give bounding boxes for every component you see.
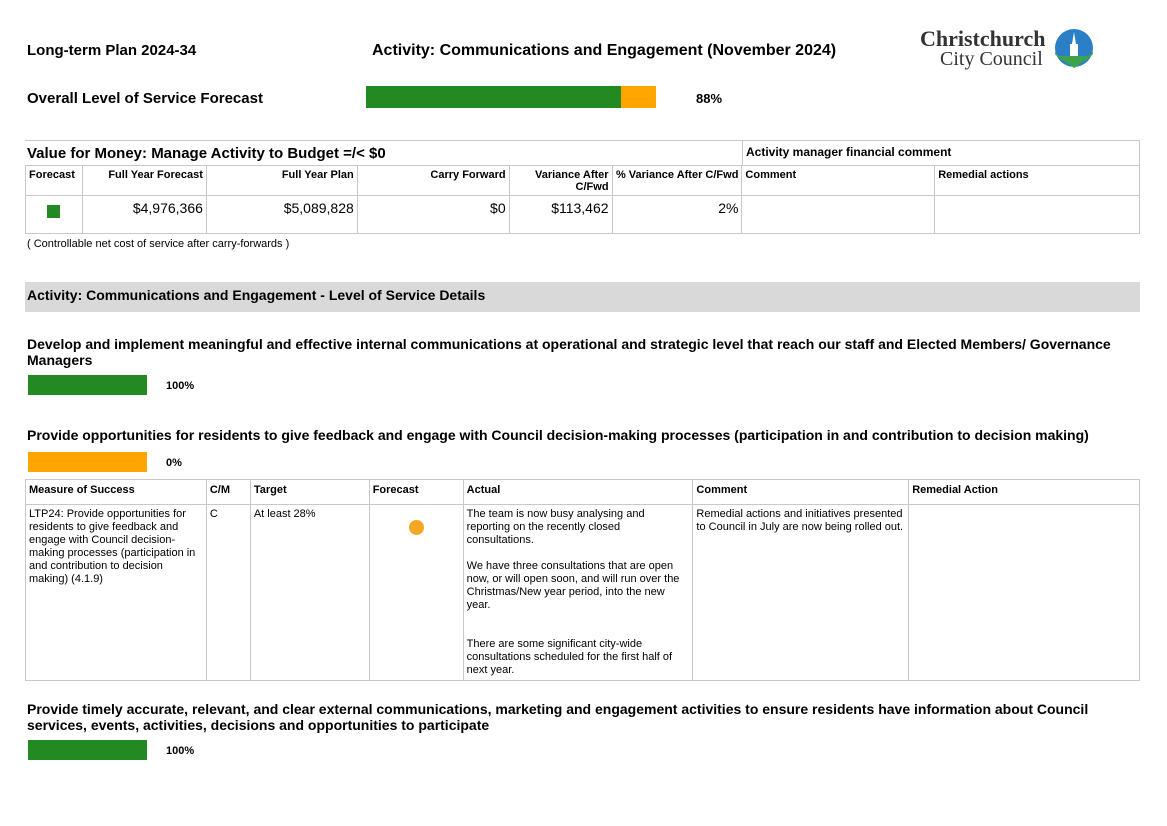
col-measure: Measure of Success (26, 480, 207, 505)
overall-percent: 88% (696, 91, 723, 106)
variance-value: $113,462 (509, 196, 612, 234)
logo-line1: Christchurch (920, 26, 1046, 51)
vfm-footnote: ( Controllable net cost of service after carry-forwards ) (27, 238, 290, 250)
council-logo (920, 28, 1100, 72)
overall-progress-bar (366, 86, 656, 108)
vfm-header-row (26, 166, 1140, 196)
remedial-value (935, 196, 1140, 234)
actual-paragraph-1: The team is now busy analysing and reporting on the recently closed consultations. (466, 508, 645, 546)
pct-variance-value: 2% (612, 196, 742, 234)
col-actual: Actual (463, 480, 693, 505)
service-2-percent: 0% (166, 457, 182, 469)
col-remedial-action: Remedial Action (909, 480, 1140, 505)
service-2-title: Provide opportunities for residents to give feedback and engage with Council decision-making processes (participation in and contribution to decision making) (27, 427, 1089, 443)
target-value: At least 28% (250, 505, 369, 681)
overall-progress-fill (366, 86, 621, 108)
full-year-plan-value: $5,089,828 (206, 196, 357, 234)
remedial-action-text (909, 505, 1140, 681)
col-pct-variance: % Variance After C/Fwd (612, 166, 742, 196)
overall-progress-remainder (621, 86, 656, 108)
col-comment: Comment (693, 480, 909, 505)
manager-comment-header-cell (742, 140, 1140, 166)
actual-cell (463, 505, 693, 681)
section-header: Activity: Communications and Engagement - Level of Service Details (27, 287, 486, 303)
cathedral-spire-icon (1053, 28, 1095, 70)
logo-line2: City Council (940, 48, 1043, 70)
vfm-table (25, 165, 1140, 234)
carry-forward-value: $0 (357, 196, 509, 234)
comment-text: Remedial actions and initiatives presented to Council in July are now being rolled out. (693, 505, 909, 681)
cm-value: C (206, 505, 250, 681)
comment-value (742, 196, 935, 234)
col-forecast: Forecast (26, 166, 83, 196)
service-1-progress-bar (28, 375, 147, 395)
measure-text: LTP24: Provide opportunities for residents to give feedback and engage with Council decision-making processes (participation in and contribution to decision making) (4.1.9) (26, 505, 207, 681)
plan-title: Long-term Plan 2024-34 (27, 42, 197, 59)
actual-paragraph-2: We have three consultations that are open now, or will open soon, and will run over the Christmas/New year period, into the new year. (466, 560, 680, 611)
measures-header-row (26, 480, 1140, 505)
activity-title: Activity: Communications and Engagement (November 2024) (372, 42, 837, 59)
manager-comment-header: Activity manager financial comment (746, 145, 952, 159)
measures-table (25, 479, 1140, 681)
col-comment: Comment (742, 166, 935, 196)
overall-label: Overall Level of Service Forecast (27, 90, 263, 107)
col-cm: C/M (206, 480, 250, 505)
col-remedial: Remedial actions (935, 166, 1140, 196)
amber-status-dot-icon (409, 520, 424, 535)
service-3-percent: 100% (166, 745, 195, 757)
service-1-title: Develop and implement meaningful and effective internal communications at operational and strategic level that reach our staff and Elected Members/ Governance Managers (27, 336, 1111, 368)
service-3-progress-bar (28, 740, 147, 760)
actual-paragraph-3: There are some significant city-wide consultations scheduled for the first half of next year. (466, 638, 673, 676)
service-2-progress-bar (28, 452, 147, 472)
col-target: Target (250, 480, 369, 505)
green-status-square-icon (47, 205, 60, 218)
forecast-status-cell (26, 196, 83, 234)
vfm-title: Value for Money: Manage Activity to Budget =/< $0 (27, 145, 386, 162)
col-full-year-forecast: Full Year Forecast (82, 166, 206, 196)
col-full-year-plan: Full Year Plan (206, 166, 357, 196)
service-3-title: Provide timely accurate, relevant, and clear external communications, marketing and engagement activities to ensure residents have information about Council services, events, activities, decisions and opportunities to participate (27, 701, 1089, 733)
col-forecast: Forecast (369, 480, 463, 505)
full-year-forecast-value: $4,976,366 (82, 196, 206, 234)
measures-data-row (26, 505, 1140, 681)
service-1-percent: 100% (166, 380, 195, 392)
col-variance: Variance After C/Fwd (509, 166, 612, 196)
vfm-data-row (26, 196, 1140, 234)
col-carry-forward: Carry Forward (357, 166, 509, 196)
forecast-cell (369, 505, 463, 681)
